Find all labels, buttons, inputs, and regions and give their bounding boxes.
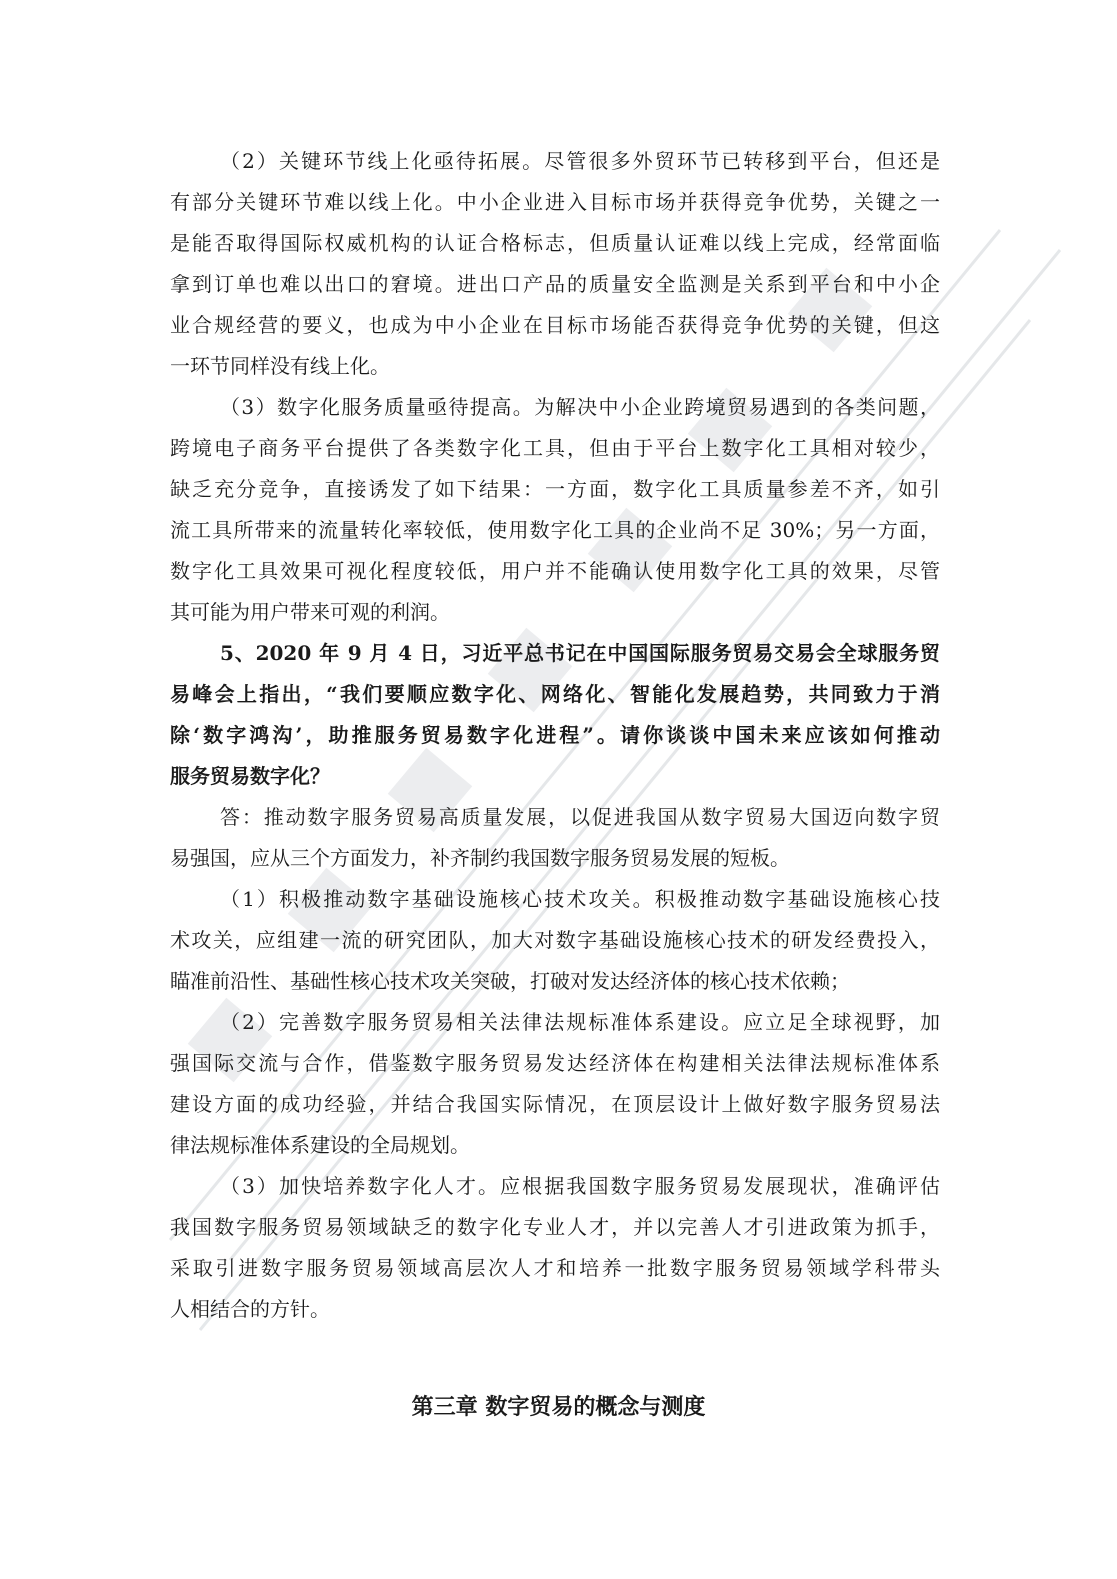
paragraph-line: 我国数字服务贸易领域缺乏的数字化专业人才，并以完善人才引进政策为抓手， [170, 1215, 940, 1239]
paragraph-line: （3）数字化服务质量亟待提高。为解决中小企业跨境贸易遇到的各类问题， [220, 395, 940, 419]
paragraph-line: 强国际交流与合作，借鉴数字服务贸易发达经济体在构建相关法律法规标准体系 [170, 1051, 940, 1075]
paragraph-line: （3）加快培养数字化人才。应根据我国数字服务贸易发展现状，准确评估 [220, 1174, 940, 1198]
paragraph-line: 律法规标准体系建设的全局规划。 [170, 1133, 470, 1157]
paragraph-line: 人相结合的方针。 [170, 1297, 330, 1321]
paragraph-line: 缺乏充分竞争，直接诱发了如下结果：一方面，数字化工具质量参差不齐，如引 [170, 477, 940, 501]
paragraph-line: 数字化工具效果可视化程度较低，用户并不能确认使用数字化工具的效果，尽管 [170, 559, 940, 583]
paragraph-line: 流工具所带来的流量转化率较低，使用数字化工具的企业尚不足 30%；另一方面， [170, 518, 940, 542]
paragraph-line: 是能否取得国际权威机构的认证合格标志，但质量认证难以线上完成，经常面临 [170, 231, 940, 255]
question-line: 5、2020 年 9 月 4 日，习近平总书记在中国国际服务贸易交易会全球服务贸 [220, 641, 940, 665]
paragraph-line: 一环节同样没有线上化。 [170, 354, 390, 378]
paragraph-line: 瞄准前沿性、基础性核心技术攻关突破，打破对发达经济体的核心技术依赖； [170, 969, 850, 993]
paragraph-line: 采取引进数字服务贸易领域高层次人才和培养一批数字服务贸易领域学科带头 [170, 1256, 940, 1280]
answer-line: 易强国，应从三个方面发力，补齐制约我国数字服务贸易发展的短板。 [170, 846, 790, 870]
paragraph-line: （2）关键环节线上化亟待拓展。尽管很多外贸环节已转移到平台，但还是 [220, 149, 940, 173]
paragraph-line: 跨境电子商务平台提供了各类数字化工具，但由于平台上数字化工具相对较少， [170, 436, 940, 460]
paragraph-line: 有部分关键环节难以线上化。中小企业进入目标市场并获得竞争优势，关键之一 [170, 190, 940, 214]
question-line: 服务贸易数字化？ [170, 764, 330, 788]
paragraph-line: 其可能为用户带来可观的利润。 [170, 600, 450, 624]
paragraph-line: 建设方面的成功经验，并结合我国实际情况，在顶层设计上做好数字服务贸易法 [170, 1092, 940, 1116]
chapter-heading: 第三章 数字贸易的概念与测度 [411, 1395, 706, 1420]
paragraph-line: 拿到订单也难以出口的窘境。进出口产品的质量安全监测是关系到平台和中小企 [170, 272, 940, 296]
answer-line: 答：推动数字服务贸易高质量发展，以促进我国从数字贸易大国迈向数字贸 [220, 805, 940, 829]
question-line: 除‘数字鸿沟’，助推服务贸易数字化进程”。请你谈谈中国未来应该如何推动 [170, 723, 940, 747]
paragraph-line: 术攻关，应组建一流的研究团队，加大对数字基础设施核心技术的研发经费投入， [170, 928, 940, 952]
paragraph-line: 业合规经营的要义，也成为中小企业在目标市场能否获得竞争优势的关键，但这 [170, 313, 940, 337]
question-line: 易峰会上指出，“我们要顺应数字化、网络化、智能化发展趋势，共同致力于消 [170, 682, 940, 706]
paragraph-line: （2）完善数字服务贸易相关法律法规标准体系建设。应立足全球视野，加 [220, 1010, 940, 1034]
paragraph-line: （1）积极推动数字基础设施核心技术攻关。积极推动数字基础设施核心技 [220, 887, 940, 911]
